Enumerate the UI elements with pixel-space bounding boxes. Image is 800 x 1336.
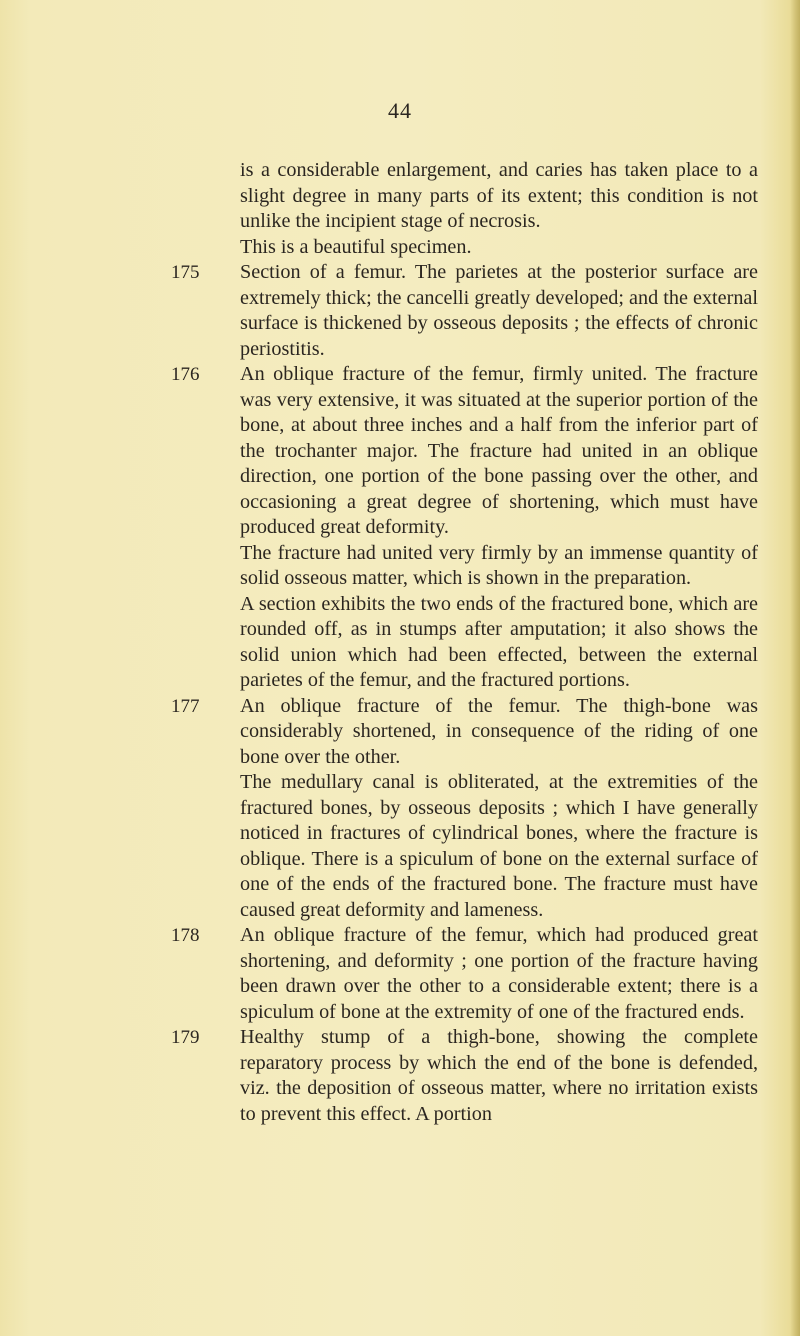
entry-continuation	[218, 158, 758, 235]
page-content	[171, 158, 758, 1127]
entry-176	[171, 362, 758, 541]
entry-text: An oblique fracture of the femur, firmly united. The fracture was very extensive, it was situated at the superior portion of the bone, at about three inches and a half from the inferior part of the trochanter major. The fracture had united in an oblique direction, one portion of the bone passing over the other, and occasioning a great degree of shortening, which must have produced great deformity.	[240, 363, 758, 538]
entry-text: An oblique fracture of the femur, which had produced great shortening, and deformity ; one portion of the fracture having been drawn over the other to a considerable extent; there is a spiculum of bone at the extremity of one of the fractured ends.	[240, 924, 758, 1023]
entry-note	[218, 235, 758, 261]
entry-175	[171, 260, 758, 362]
entry-text: This is a beautiful specimen.	[240, 235, 472, 258]
entry-176-paragraph-3	[218, 592, 758, 694]
entry-text: Healthy stump of a thigh-bone, showing the complete reparatory process by which the end of the bone is defended, viz. the deposition of osseous matter, where no irritation exists to prevent this effect. A portion	[240, 1026, 758, 1125]
entry-176-paragraph-2	[218, 541, 758, 592]
entry-177	[171, 694, 758, 771]
entry-text: An oblique fracture of the femur. The thigh-bone was considerably shortened, in consequence of the riding of one bone over the other.	[240, 694, 758, 768]
entry-text: Section of a femur. The parietes at the posterior surface are extremely thick; the cancelli greatly developed; and the external surface is thickened by osseous deposits ; the effects of chronic periostitis.	[240, 261, 758, 360]
entry-number: 179	[171, 1027, 200, 1048]
page-edge-shadow	[790, 0, 800, 1336]
entry-177-paragraph-2	[218, 770, 758, 923]
page-number: 44	[388, 98, 412, 123]
entry-178	[171, 923, 758, 1025]
entry-text: is a considerable enlargement, and caries has taken place to a slight degree in many parts of its extent; this condition is not unlike the incipient stage of necrosis.	[240, 159, 758, 232]
entry-number: 177	[171, 695, 200, 717]
entry-text: The medullary canal is obliterated, at the extremities of the fractured bones, by osseous deposits ; which I have generally noticed in fractures of cylindrical bones, where the fracture is oblique. There is a spiculum of bone on the external surface of one of the ends of the fractured bone. The fracture must have caused great deformity and lameness.	[240, 771, 758, 921]
entry-number: 175	[171, 262, 200, 283]
entry-text: The fracture had united very firmly by an immense quantity of solid osseous matter, which is shown in the preparation.	[240, 541, 758, 589]
entry-179	[171, 1025, 758, 1127]
entry-text: A section exhibits the two ends of the fractured bone, which are rounded off, as in stumps after amputation; it also shows the solid union which had been effected, between the external parietes of the femur, and the fractured portions.	[240, 592, 758, 691]
entry-number: 176	[171, 364, 200, 385]
entry-number: 178	[171, 925, 200, 946]
